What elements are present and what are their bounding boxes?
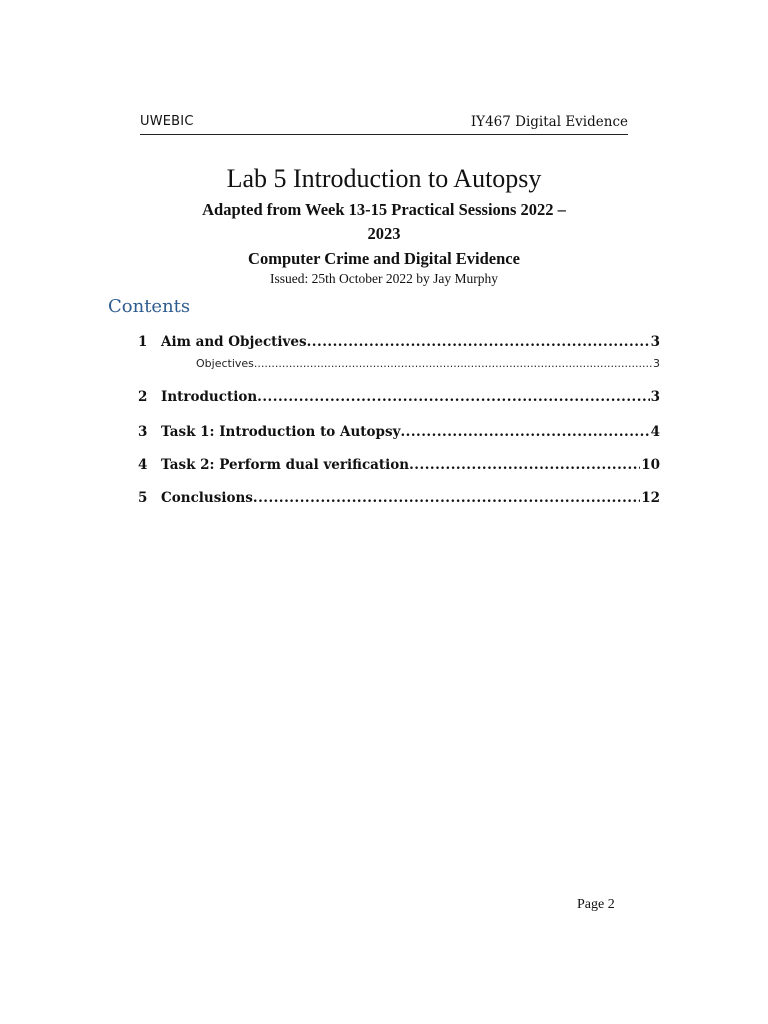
toc-entry-label: Introduction (161, 389, 258, 405)
document-subtitle: Adapted from Week 13-15 Practical Sessions 2022 – 2023 (202, 200, 566, 243)
toc-entry-page: 12 (641, 490, 660, 506)
toc-leader-dots (409, 457, 640, 473)
toc-leader-dots (253, 490, 640, 506)
toc-entry-number: 4 (138, 457, 148, 473)
header-organization: UWEBIC (140, 114, 194, 129)
toc-leader-dots (307, 334, 650, 350)
course-name: Computer Crime and Digital Evidence (248, 249, 520, 268)
toc-leader-dots (254, 357, 652, 370)
toc-entry-number: 5 (138, 490, 148, 506)
header-module: IY467 Digital Evidence (470, 114, 628, 130)
toc-entry-page: 3 (653, 357, 660, 370)
title-block (140, 162, 628, 288)
toc-entry-label: Objectives (196, 357, 254, 370)
toc-entry-label: Task 1: Introduction to Autopsy (161, 424, 401, 440)
toc-entry-aim-objectives[interactable] (138, 334, 660, 350)
toc-leader-dots (257, 389, 649, 405)
toc-entry-label: Task 2: Perform dual verification (161, 457, 410, 473)
toc-entry-label: Conclusions (161, 490, 253, 506)
contents-heading: Contents (108, 296, 191, 317)
toc-entry-label: Aim and Objectives (161, 334, 307, 350)
toc-entry-task-2[interactable] (138, 457, 660, 473)
toc-entry-page: 3 (650, 334, 660, 350)
toc-entry-introduction[interactable] (138, 389, 660, 405)
toc-entry-page: 10 (641, 457, 660, 473)
page-number: Page 2 (577, 897, 615, 912)
toc-entry-page: 3 (650, 389, 660, 405)
toc-entry-task-1[interactable] (138, 424, 660, 440)
toc-entry-number: 1 (138, 334, 148, 350)
toc-entry-page: 4 (650, 424, 660, 440)
toc-entry-conclusions[interactable] (138, 490, 660, 506)
toc-leader-dots (400, 424, 649, 440)
toc-entry-number: 2 (138, 389, 148, 405)
document-title: Lab 5 Introduction to Autopsy (226, 164, 542, 193)
page-header (140, 114, 628, 135)
issued-line: Issued: 25th October 2022 by Jay Murphy (270, 271, 498, 286)
toc-subentry-objectives[interactable] (196, 357, 660, 370)
toc-entry-number: 3 (138, 424, 148, 440)
